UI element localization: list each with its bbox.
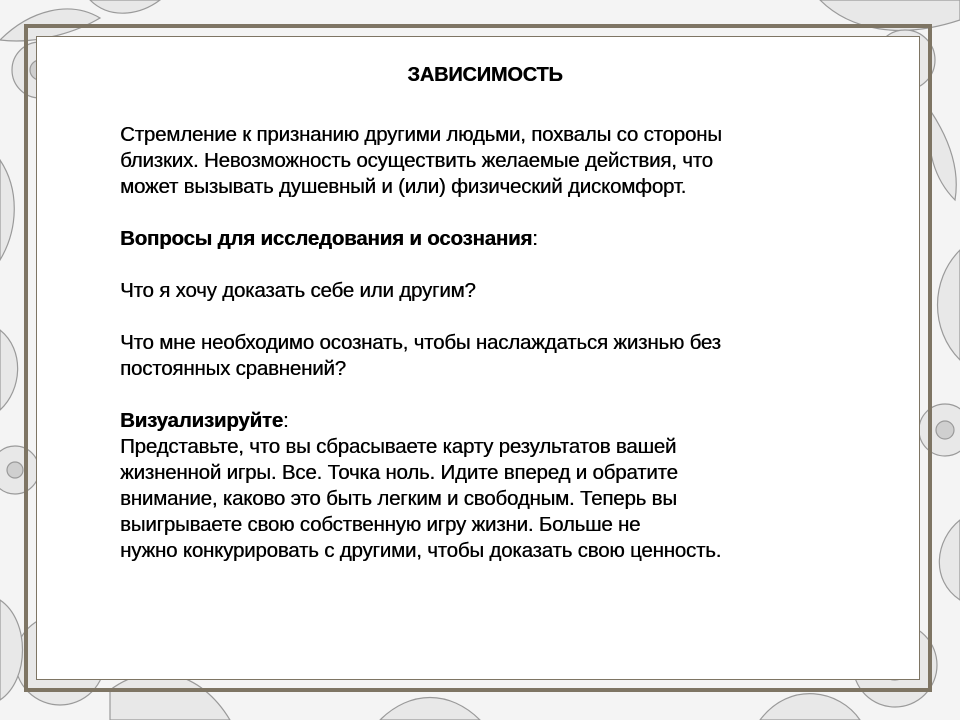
- visualize-line: выигрываете свою собственную игру жизни. Больше не: [120, 513, 641, 536]
- definition-line: близких. Невозможность осуществить желаемые действия, что: [120, 149, 713, 172]
- questions-heading-label: Вопросы для исследования и осознания: [120, 227, 533, 250]
- questions-heading-colon: :: [532, 227, 538, 250]
- visualize-heading-colon: :: [282, 409, 289, 432]
- definition-line: может вызывать душевный и (или) физический дискомфорт.: [120, 175, 687, 198]
- questions-heading: [120, 226, 850, 252]
- visualize-heading: [120, 408, 850, 434]
- question-line: постоянных сравнений?: [120, 357, 346, 380]
- visualize-section: [120, 408, 850, 564]
- visualize-line: жизненной игры. Все. Точка ноль. Идите вперед и обратите: [120, 461, 678, 484]
- visualize-line: внимание, каково это быть легким и свободным. Теперь вы: [120, 487, 677, 510]
- slide-text: [120, 60, 850, 564]
- visualize-line: нужно конкурировать с другими, чтобы доказать свою ценность.: [120, 539, 722, 562]
- question-1: [120, 278, 850, 304]
- question-line: Что мне необходимо осознать, чтобы наслаждаться жизнью без: [120, 331, 721, 354]
- visualize-heading-label: Визуализируйте: [120, 409, 283, 432]
- visualize-line: Представьте, что вы сбрасываете карту результатов вашей: [120, 435, 677, 458]
- slide-title: ЗАВИСИМОСТЬ: [407, 64, 563, 86]
- definition-line: Стремление к признанию другими людьми, похвалы со стороны: [120, 123, 722, 146]
- definition-paragraph: [120, 122, 850, 200]
- question-line: Что я хочу доказать себе или другим?: [120, 279, 476, 302]
- question-2: [120, 330, 850, 382]
